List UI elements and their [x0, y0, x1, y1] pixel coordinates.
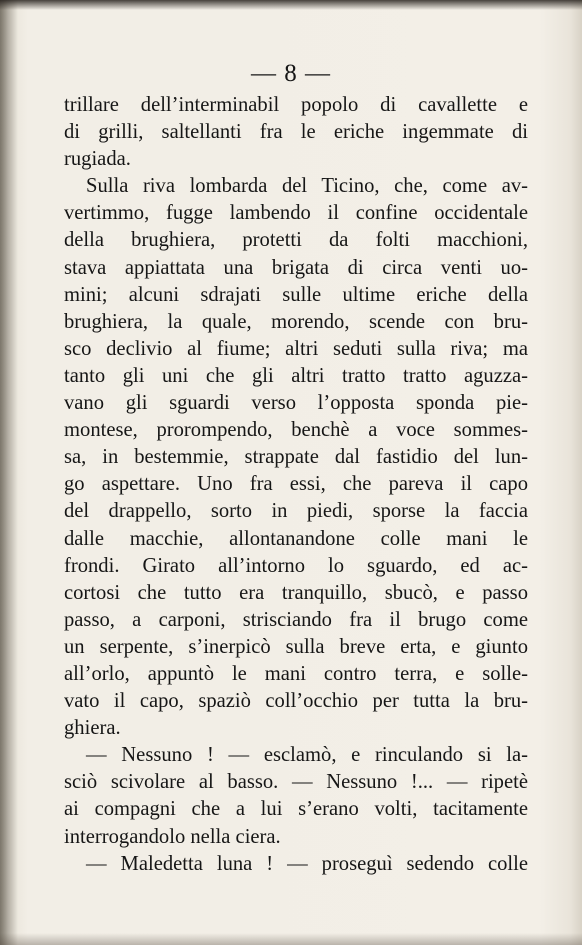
text-line: vertimmo, fugge lambendo il confine occidentale — [64, 202, 528, 225]
text-line: dalle macchie, allontanandone colle mani le — [64, 527, 528, 550]
text-line: rugiada. — [64, 148, 131, 171]
text-line: passo, a carponi, strisciando fra il brugo come — [64, 608, 528, 631]
text-line: trillare dell’interminabil popolo di cavallette e — [64, 94, 528, 116]
text-line: cortosi che tutto era tranquillo, sbucò, e passo — [64, 581, 528, 604]
text-line: — Nessuno ! — esclamò, e rinculando si la- — [86, 744, 528, 767]
text-line: del drappello, sorto in piedi, sporse la faccia — [64, 500, 528, 523]
text-line: Sulla riva lombarda del Ticino, che, come av- — [86, 175, 528, 198]
text-line: interrogandolo nella ciera. — [64, 825, 281, 848]
text-line: sciò scivolare al basso. — Nessuno !... — ripetè — [64, 771, 528, 794]
text-line: frondi. Girato all’intorno lo sguardo, ed ac- — [64, 554, 528, 577]
text-line: — Maledetta luna ! — proseguì sedendo colle — [86, 852, 528, 875]
text-line: stava appiattata una brigata di circa venti uo- — [64, 256, 528, 279]
text-line: sa, in bestemmie, strappate dal fastidio del lun- — [64, 446, 528, 469]
page-spine-shadow — [0, 0, 18, 945]
page-top-edge — [0, 0, 582, 10]
text-line: ghiera. — [64, 717, 121, 740]
text-line: un serpente, s’inerpicò sulla breve erta, e giunto — [64, 635, 528, 658]
text-line: tanto gli uni che gli altri tratto tratto aguzza- — [64, 364, 528, 387]
text-line: all’orlo, appuntò le mani contro terra, e solle- — [64, 662, 528, 685]
page-number: — 8 — — [251, 60, 331, 87]
page-bottom-edge — [0, 933, 582, 945]
text-line: di grilli, saltellanti fra le eriche ingemmate di — [64, 121, 528, 144]
text-line: brughiera, la quale, morendo, scende con bru- — [64, 310, 528, 333]
text-line: go aspettare. Uno fra essi, che pareva il capo — [64, 473, 528, 496]
text-line: della brughiera, protetti da folti macchioni, — [64, 229, 528, 252]
text-line: sco declivio al fiume; altri seduti sulla riva; ma — [64, 337, 528, 360]
body-text — [64, 92, 528, 878]
text-line: vano gli sguardi verso l’opposta sponda pie- — [64, 392, 528, 415]
text-line: ai compagni che a lui s’erano volti, tacitamente — [64, 798, 528, 821]
text-line: montese, prorompendo, benchè a voce sommes- — [64, 419, 528, 442]
text-line: vato il capo, spaziò coll’occhio per tutta la bru- — [64, 690, 528, 713]
text-line: mini; alcuni sdrajati sulle ultime eriche della — [64, 283, 528, 306]
